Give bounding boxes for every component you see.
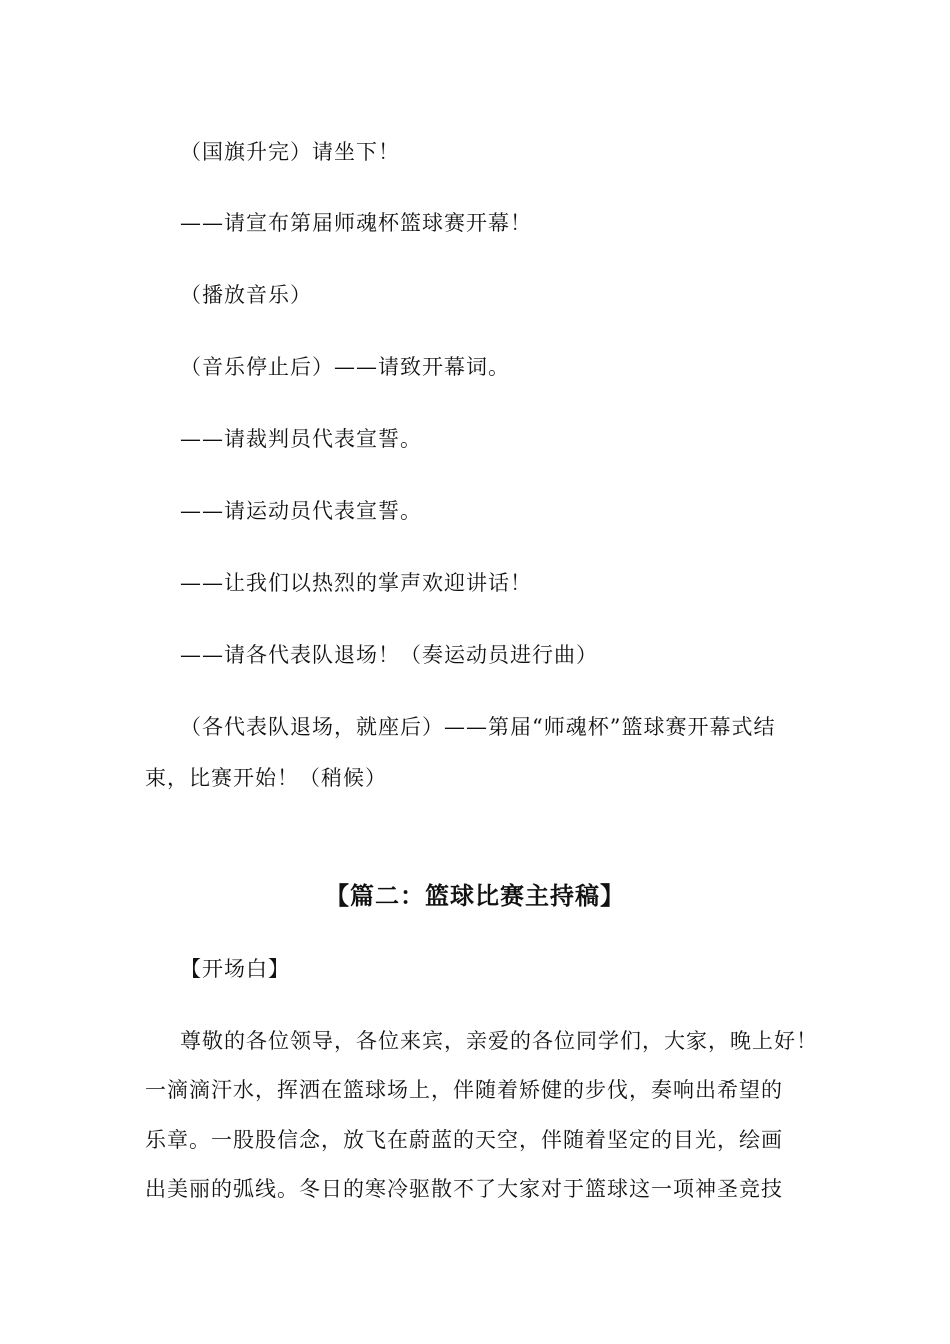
text-line: ——让我们以热烈的掌声欢迎讲话！ [180,571,532,595]
text-line: ——请运动员代表宣誓。 [180,499,422,523]
text-line: （各代表队退场，就座后）——第届“师魂杯”篮球赛开幕式结 [180,715,776,739]
text-line: ——请宣布第届师魂杯篮球赛开幕！ [180,211,532,235]
paragraph-line: 尊敬的各位领导，各位来宾，亲爱的各位同学们，大家，晚上好！ [180,1029,818,1053]
paragraph-line: 乐章。一股股信念，放飞在蔚蓝的天空，伴随着坚定的目光，绘画 [145,1128,783,1152]
text-line: （播放音乐） [180,283,312,307]
opening-label: 【开场白】 [180,957,290,981]
text-line: ——请裁判员代表宣誓。 [180,427,422,451]
text-line: ——请各代表队退场！（奏运动员进行曲） [180,643,598,667]
text-line: （音乐停止后）——请致开幕词。 [180,355,510,379]
text-line: （国旗升完）请坐下！ [180,140,400,164]
paragraph-line: 一滴滴汗水，挥洒在篮球场上，伴随着矫健的步伐，奏响出希望的 [145,1078,783,1102]
section-title: 【篇二：篮球比赛主持稿】 [325,881,625,910]
text-line: 束，比赛开始！（稍候） [145,766,387,790]
paragraph-line: 出美丽的弧线。冬日的寒冷驱散不了大家对于篮球这一项神圣竞技 [145,1177,783,1201]
